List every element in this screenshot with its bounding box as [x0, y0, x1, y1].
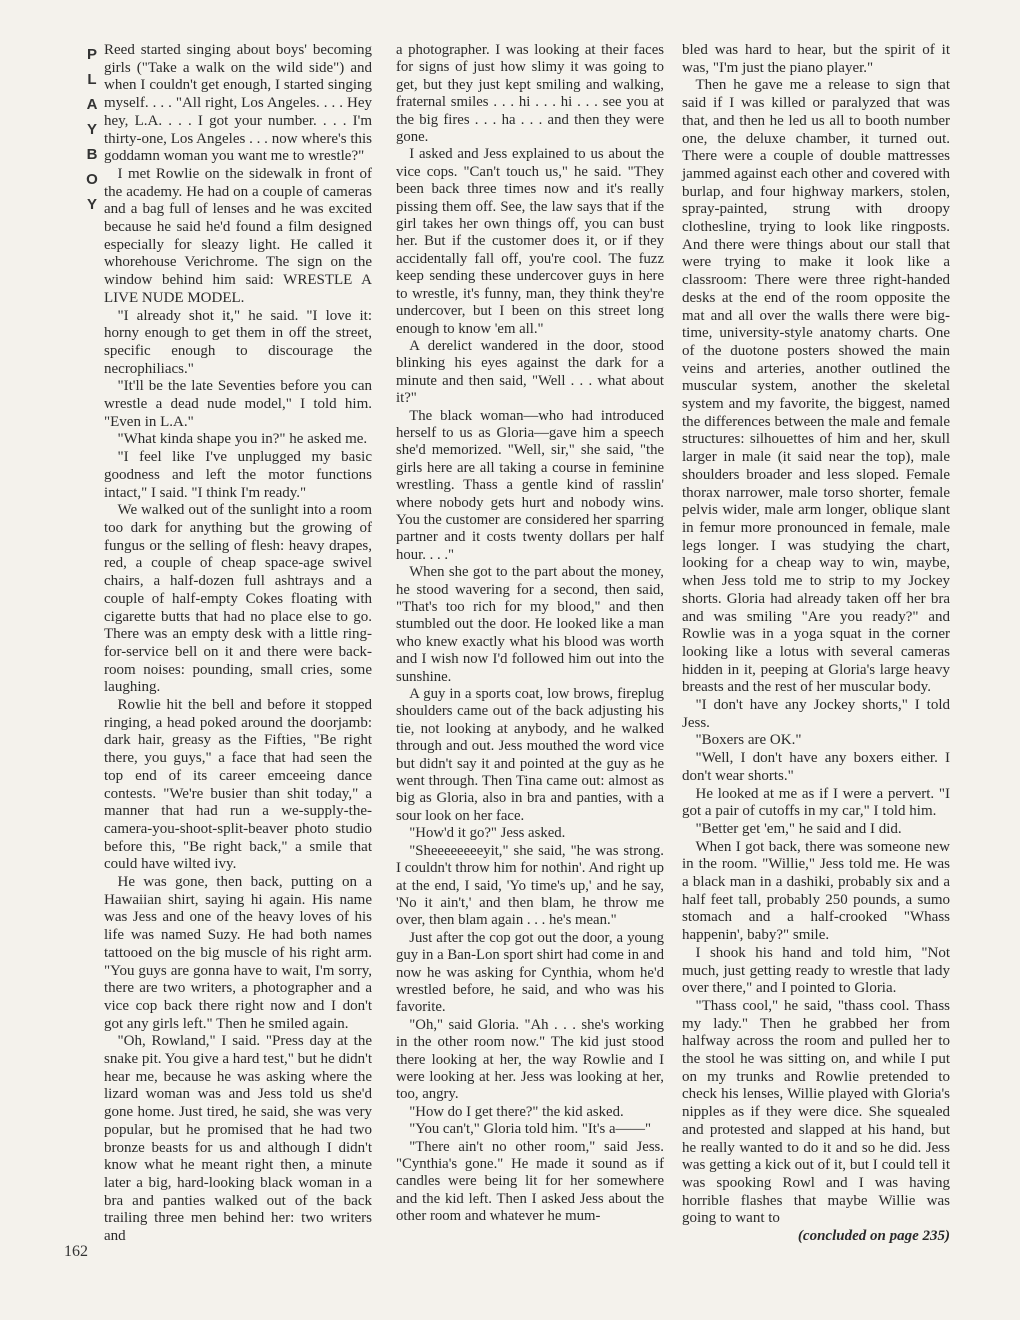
article-paragraph: Then he gave me a release to sign that said if I was killed or paralyzed that was that, and then he led us all to booth number one, the deluxe chamber, it turned out. There were a couple of double mattresses jammed against each other and covered with burlap, and four highway markers, stolen, spray-painted, strung with droopy clothesline, trying to look like ringposts. And there were things about our stall that were trying to make it look like a classroom: There were three right-handed desks at the end of the room opposite the mat and all over the walls there were big-time, university-style anatomy charts. One of the duotone posters showed the main veins and arteries, another outlined the muscular system, another the skeletal system and my favorite, the biggest, named the differences between the male and female structures: silhouettes of him and her, skull larger in male (it said near the top), male shoulders broader and less sloped. Female thorax narrower, male torso shorter, female pelvis wider, male arm longer, oblique slant in femur more pronounced in female, male legs longer. I was studying the chart, looking for a cheap way to win, maybe, when Jess told me to strip to my Jockey shorts. Gloria had already taken off her bra and was smiling "Are you ready?" and Rowlie was in a yoga squat in the corner looking like a lotus with several cameras hidden in it, peeping at Gloria's large heavy breasts and the rest of her muscular body. [682, 77, 950, 696]
article-paragraph: "What kinda shape you in?" he asked me. [117, 431, 368, 448]
article-paragraph: Just after the cop got out the door, a young guy in a Ban-Lon sport shirt had come in and now he was asking for Cynthia, whom he'd wrestled before, he said, and who was his favorite. [396, 929, 664, 1016]
article-paragraph: "It'll be the late Seventies before you can wrestle a dead nude model," I told him. "Even in L.A." [104, 378, 372, 430]
article-paragraph: I shook his hand and told him, "Not much, just getting ready to wrestle that lady over there," and I pointed to Gloria. [682, 944, 950, 997]
article-paragraph: He looked at me as if I were a pervert. "I got a pair of cutoffs in my car," I told him. [682, 785, 950, 820]
article-paragraph: "Oh," said Gloria. "Ah . . . she's working in the other room now." The kid just stood there looking at her, the way Rowlie and I were looking at her. Jess was looking at her, too, angry. [396, 1016, 664, 1103]
article-paragraph: A guy in a sports coat, low brows, fireplug shoulders came out of the back adjusting his tie, not looking at anybody, and he walked through and out. Jess mouthed the word vice but didn't say it and pointed at the guy as he went through. Then Tina came out: almost as big as Gloria, also in bra and panties, with a sour look on her face. [396, 686, 664, 824]
article-paragraph: Rowlie hit the bell and before it stopped ringing, a head poked around the doorjamb: dark hair, greasy as the Fifties, "Be right there, you guys," a face that had seen the top end of its career emceeing dance contests. "We're busier than shit today," a manner that had run a we-supply-the-camera-you-shoot-split-beaver photo studio before this, "Be right back," a smile that could have wilted ivy. [104, 697, 372, 873]
article-paragraph: a photographer. I was looking at their faces for signs of just how slimy it was going to get, but they just kept smiling and walking, fraternal smiles . . . hi . . . hi . . . see you at the big fires . . . ha . . . and then they were gone. [396, 42, 664, 146]
continuation-note: (concluded on page 235) [797, 1228, 950, 1245]
article-paragraph: "Well, I don't have any boxers either. I don't wear shorts." [682, 750, 950, 784]
article-paragraph: When I got back, there was someone new in the room. "Willie," Jess told me. He was a black man in a dashiki, probably six and a half feet tall, probably 250 pounds, a sumo stomach and a half-crooked "Whass happenin', baby?" smile. [682, 838, 950, 944]
article-paragraph: I met Rowlie on the sidewalk in front of the academy. He had on a couple of cameras and a bag full of lenses and he was excited because he said he'd found a film designed especially for sleazy light. He called it whorehouse Verichrome. The sign on the window behind him said: WRESTLE A LIVE NUDE MODEL. [104, 165, 372, 306]
masthead-letter: O [86, 171, 98, 188]
article-paragraph: "I don't have any Jockey shorts," I told Jess. [682, 697, 950, 731]
article-paragraph: He was gone, then back, putting on a Hawaiian shirt, saying hi again. His name was Jess and one of the heavy loves of his life was named Suzy. He had both names tattooed on the big muscle of his right arm. "You guys are gonna have to wait, I'm sorry, there are two writers, a photographer and a vice cop back there right now and I don't got any girls left." Then he smiled again. [104, 874, 372, 1032]
article-paragraph: A derelict wandered in the door, stood blinking his eyes against the dark for a minute and then said, "Well . . . what about it?" [396, 337, 664, 407]
article-paragraph: I asked and Jess explained to us about the vice cops. "Can't touch us," he said. "They been back three times now and it's really pissing them off. See, the law says that if the girl takes her own things off, you can bust her. But if the customer does it, or if they accidentally fall off, you're cool. The fuzz keep sending these undercover guys in here to wrestle, it's funny, man, they think they're undercover, but I been on this street long enough to know 'em all." [396, 146, 664, 337]
masthead-letter: P [86, 46, 97, 63]
masthead-letter: Y [86, 196, 97, 213]
article-paragraph: We walked out of the sunlight into a room too dark for anything but the growing of fungus or the selling of flesh: heavy drapes, red, a couple of cheap space-age swivel chairs, a half-dozen full ashtrays and a couple of half-empty Cokes floating with cigarette butts that had no place else to go. There was an empty desk with a little ring-for-service bell on it and there were back-room noises: pounding, small cries, some laughing. [104, 502, 372, 696]
article-paragraph: Reed started singing about boys' becoming girls ("Take a walk on the wild side") and when I couldn't get enough, I started singing myself. . . . "All right, Los Angeles. . . . Hey hey, L.A. . . . I got your number. . . . I'm thirty-one, Los Angeles . . . now where's this goddamn woman you want me to wrestle?" [104, 42, 372, 165]
article-paragraph: bled was hard to hear, but the spirit of it was, "I'm just the piano player." [682, 42, 950, 76]
article-paragraph: "Thass cool," he said, "thass cool. Thass my lady." Then he grabbed her from halfway across the room and pulled her to the stool he was sitting on, and while I put on my trunks and Rowlie pretended to check his lenses, Willie played with Gloria's nipples as if they were dice. She squealed and protested and slapped at his hand, but he really wanted to do it and so he did. Jess was getting a kick out of it, but I could tell it was spooking Rowl and I was having horrible flashes that maybe Willie was going to want to [682, 997, 950, 1227]
playboy-masthead [80, 42, 104, 217]
masthead-letter: A [86, 96, 98, 113]
article-paragraph: "Boxers are OK." [695, 732, 802, 749]
article-column-3 [682, 42, 950, 1246]
article-column-2 [396, 42, 664, 1226]
page-number: 162 [64, 1243, 88, 1260]
masthead-letter: Y [86, 121, 97, 138]
masthead-letter: B [86, 146, 98, 163]
article-paragraph: The black woman—who had introduced herself to us as Gloria—gave him a speech she'd memorized. "Well, sir," she said, "the girls here are all taking a course in feminine wrestling. Thass a gentle kind of rasslin' where nobody gets hurt and nobody wins. You the customer are considered her sparring partner and it costs twenty dollars per half hour. . . ." [396, 407, 664, 563]
article-paragraph: When she got to the part about the money, he stood wavering for a second, then said, "That's too rich for my blood," and then stumbled out the door. He looked like a man who knew exactly what his blood was worth and I wish now I'd followed him out into the sunshine. [396, 564, 664, 685]
article-paragraph: "Better get 'em," he said and I did. [695, 820, 902, 837]
masthead-letter: L [87, 71, 97, 88]
article-paragraph: "How do I get there?" the kid asked. [409, 1103, 624, 1120]
article-paragraph: "You can't," Gloria told him. "It's a——" [409, 1121, 652, 1138]
article-paragraph: "How'd it go?" Jess asked. [409, 825, 566, 842]
article-paragraph: "There ain't no other room," said Jess. "Cynthia's gone." He made it sound as if candles were being lit for her somewhere and the kid left. Then I asked Jess about the other room and whatever he mum- [396, 1138, 664, 1225]
article-paragraph: "I feel like I've unplugged my basic goodness and left the motor functions intact," I said. "I think I'm ready." [104, 449, 372, 501]
article-paragraph: "I already shot it," he said. "I love it: horny enough to get them in off the street, specific enough to discourage the necrophiliacs." [104, 307, 372, 377]
article-paragraph: "Sheeeeeeeeyit," she said, "he was strong. I couldn't throw him for nothin'. And right up at the end, I said, 'Yo time's up,' and he say, 'No it ain't,' and then blam, he throw me over, then blam again . . . he's mean." [396, 842, 664, 929]
article-paragraph: "Oh, Rowland," I said. "Press day at the snake pit. You give a hard test," but he didn't hear me, because he was asking where the lizard woman was and Jess told us she'd gone home. Just tired, he said, she was very popular, but he promised that he had two bronze beasts for us and although I didn't know what he meant right then, a minute later a big, hard-looking black woman in a bra and panties walked out of the back trailing three men behind her: two writers and [104, 1033, 372, 1245]
article-column-1 [104, 42, 372, 1246]
